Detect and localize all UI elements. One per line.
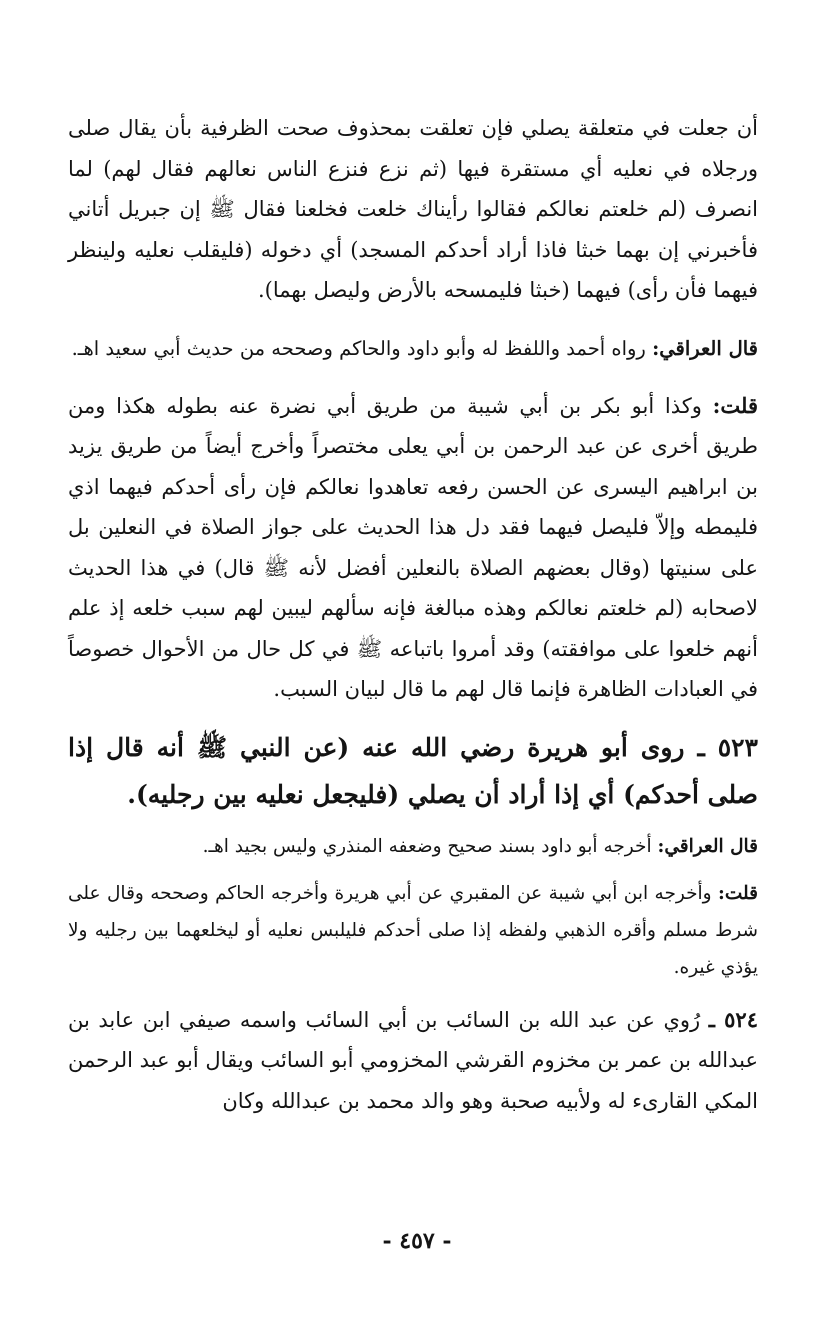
hadith-524	[68, 1000, 758, 1122]
paragraph-lead: قال العراقي:	[652, 336, 758, 360]
paragraph-text: أن جعلت في متعلقة يصلي فإن تعلقت بمحذوف صحت الظرفية بأن يقال صلى ورجلاه في نعليه أي مستقرة فيها (ثم نزع فنزع الناس نعالهم فقال لهم) لما انصرف (لم خلعتم نعالكم فقالوا رأيناك خلعت فخلعنا فقال ﷺ إن جبريل أتاني فأخبرني إن بهما خبثا فاذا أراد أحدكم المسجد) أي دخوله (فليقلب نعليه ولينظر فيهما فأن رأى) فيهما (خبثا فليمسحه بالأرض وليصل بهما).	[68, 116, 758, 302]
paragraph-text: رواه أحمد واللفظ له وأبو داود والحاكم وصححه من حديث أبي سعيد اهـ.	[71, 336, 646, 360]
hadith-number: ٥٢٤ ـ	[708, 1006, 758, 1032]
paragraph-qultu-1	[68, 386, 758, 710]
paragraph-iraqi-1	[68, 329, 758, 368]
paragraph-lead: قلت:	[712, 392, 758, 418]
page-number: - ٤٥٧ -	[382, 1228, 452, 1254]
hadith-523	[68, 724, 758, 818]
paragraph-text: أخرجه أبو داود بسند صحيح وضعفه المنذري وليس بجيد اهـ.	[202, 835, 652, 857]
paragraph-iraqi-2	[68, 828, 758, 865]
paragraph-text: وكذا أبو بكر بن أبي شيبة من طريق أبي نضرة عنه بطوله هكذا ومن طريق أخرى عن عبد الرحمن بن أبي يعلى مختصراً وأخرج أيضاً من طريق يزيد بن ابراهيم اليسرى عن الحسن رفعه تعاهدوا نعالكم فإن رأى أحدكم فيهما اذي فليمطه وإلاّ فليصل فيهما فقد دل هذا الحديث على جواز الصلاة في النعلين بل على سنيتها (وقال بعضهم الصلاة بالنعلين أفضل لأنه ﷺ قال) في هذا الحديث لاصحابه (لم خلعتم نعالكم وهذه مبالغة فإنه سألهم ليبين لهم سبب خلعه إذ علم أنهم خلعوا على موافقته) وقد أمروا باتباعه ﷺ في كل حال من الأحوال خصوصاً في العبادات الظاهرة فإنما قال لهم ما قال لبيان السبب.	[68, 393, 758, 701]
hadith-text: روى أبو هريرة رضي الله عنه (عن النبي ﷺ أنه قال إذا صلى أحدكم) أي إذا أراد أن يصلي (فليجعل نعليه بين رجليه).	[68, 732, 758, 809]
hadith-text: رُوي عن عبد الله بن السائب بن أبي السائب واسمه صيفي ابن عابد بن عبدالله بن عمر بن مخزوم القرشي المخزومي أبو السائب ويقال أبو عبد الرحمن المكي القارىء له ولأبيه صحبة وهو والد محمد بن عبدالله وكان	[68, 1007, 758, 1113]
paragraph-qultu-2	[68, 875, 758, 986]
hadith-number: ٥٢٣ ـ	[697, 732, 758, 762]
page-body	[68, 108, 758, 1121]
paragraph-lead: قال العراقي:	[657, 835, 758, 857]
paragraph-lead: قلت:	[718, 882, 758, 904]
paragraph-text: وأخرجه ابن أبي شيبة عن المقبري عن أبي هريرة وأخرجه الحاكم وصححه وقال على شرط مسلم وأقره الذهبي ولفظه إذا صلى أحدكم فليلبس نعليه أو ليخلعهما بين رجليه ولا يؤذي غيره.	[68, 882, 758, 978]
paragraph-commentary	[68, 108, 758, 311]
